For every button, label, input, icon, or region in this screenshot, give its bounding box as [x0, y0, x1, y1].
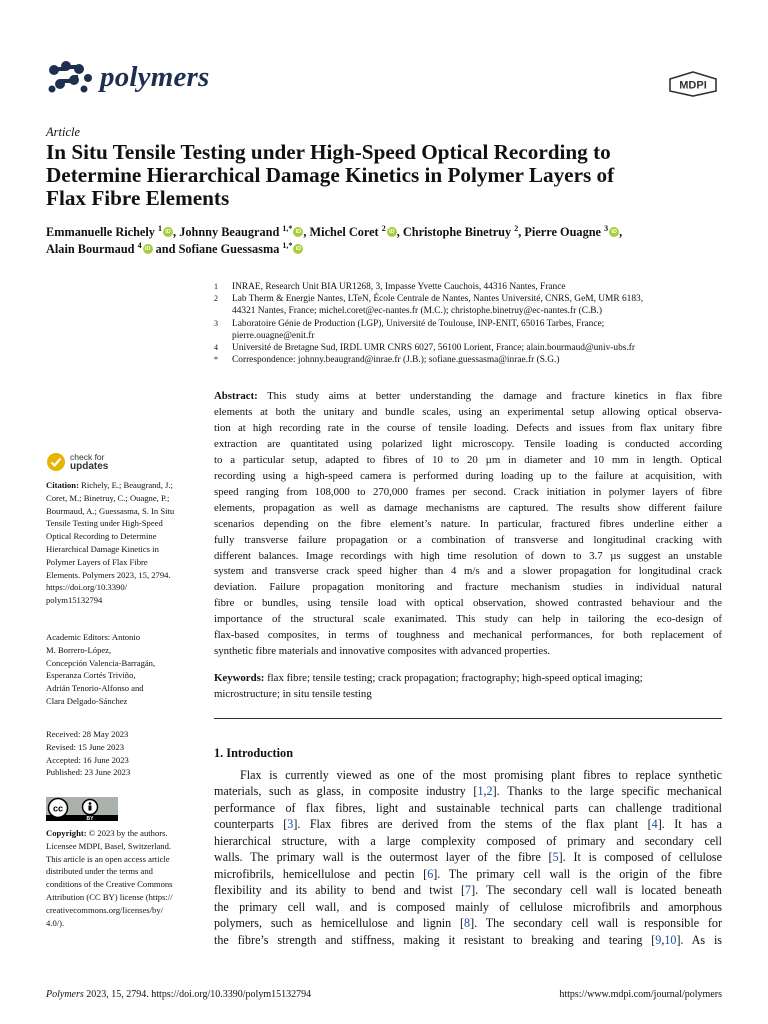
- publication-dates: [46, 728, 204, 779]
- affiliation-text: [232, 342, 734, 354]
- citation-link[interactable]: 3: [287, 817, 294, 832]
- citation-link[interactable]: 10: [664, 932, 677, 947]
- affiliation-item: [214, 342, 734, 354]
- author-name: Sofiane Guessasma: [178, 241, 283, 256]
- author-name: Emmanuelle Richely: [46, 225, 159, 239]
- text-line: extraction are quantitated using polarized light microscopy. Tensile loading is conducted according: [214, 437, 722, 450]
- sidebar-label: Citation:: [46, 480, 79, 490]
- title-line: Determine Hierarchical Damage Kinetics in Polymer Layers of: [46, 163, 615, 187]
- text-line: to a particular setup, adapted to fibres of 10 to 20 µm in diameter and 10 mm in length. Optical: [214, 453, 722, 466]
- citation-block: [46, 479, 204, 607]
- journal-name: polymers: [100, 60, 210, 93]
- citation-link[interactable]: 7: [465, 883, 472, 898]
- sidebar-line: conditions of the Creative Commons: [46, 879, 173, 890]
- check-updates-text: check for updates: [70, 452, 109, 472]
- text-line: recording using a high-speed camera is performed during loading up to the failure at acquisition, with: [214, 469, 722, 482]
- block-label: Keywords:: [214, 672, 265, 684]
- affiliation-number: 1: [214, 282, 218, 291]
- title-line: Flax Fibre Elements: [46, 186, 230, 210]
- author-affiliation-mark: 3: [604, 224, 609, 233]
- polymers-logo-icon: [46, 60, 94, 94]
- citation-link[interactable]: 8: [464, 916, 471, 931]
- sidebar-line: Hierarchical Damage Kinetics in: [46, 543, 159, 554]
- cc-by-license-icon[interactable]: [46, 797, 118, 821]
- sidebar-line: Coret, M.; Binetruy, C.; Ouagne, P.;: [46, 492, 170, 503]
- sidebar-line: Attribution (CC BY) license (https://: [46, 891, 173, 902]
- text-line: Keywords: flax fibre; tensile testing; crack propagation; fractography; high-speed optical imaging;: [214, 672, 643, 684]
- text-line: microstructure; in situ tensile testing: [214, 687, 372, 700]
- section-heading: 1. Introduction: [214, 746, 294, 760]
- text-line: scenarios depending on the fibre element’s nature. In particular, fractured fibres underline either a: [214, 517, 722, 530]
- sidebar-line: Published: 23 June 2023: [46, 767, 131, 778]
- copyright-notice: [46, 827, 204, 929]
- text-line: Flax is currently viewed as one of the most promising plant fibres to replace synthetic: [240, 768, 722, 782]
- citation-link[interactable]: 1: [477, 784, 484, 799]
- affiliation-number: 4: [214, 343, 218, 353]
- author-affiliation-mark: 2: [514, 224, 519, 233]
- citation-link[interactable]: 5: [552, 850, 559, 865]
- sidebar-line: Licensee MDPI, Basel, Switzerland.: [46, 840, 172, 851]
- affiliation-text: [232, 354, 734, 366]
- affiliation-number: 2: [214, 294, 218, 304]
- affiliation-item: [214, 318, 734, 342]
- author-line: [46, 224, 736, 241]
- text-line: system and transverse crack speed higher than 4 m/s and a slower propagation for longitudinal crack: [214, 565, 722, 578]
- author-name: Alain Bourmaud: [46, 241, 138, 256]
- affiliation-text: [232, 293, 734, 317]
- author-list: [46, 224, 736, 257]
- affiliation-line: Laboratoire Génie de Production (LGP), Université de Toulouse, INP-ENIT, 65016 Tarbes, France;: [232, 318, 605, 329]
- text-line: tion at high recording rate in the course of tensile loading. Defects and issues from flax unitary fibre: [214, 421, 722, 434]
- author-affiliation-mark: 1,*: [282, 224, 293, 233]
- affiliation-line: Université de Bretagne Sud, IRDL UMR CNRS 6027, 56100 Lorient, France; alain.bourmaud@univ-ubs.fr: [232, 343, 636, 354]
- text-line: synthetic fibre materials and innovative composites with advanced properties.: [214, 645, 551, 658]
- author-separator: ,: [518, 225, 525, 239]
- sidebar-line: Optical Recording to Determine: [46, 531, 157, 542]
- svg-text:MDPI: MDPI: [679, 79, 707, 92]
- author-separator: ,: [173, 225, 180, 239]
- text-line: deviation. Failure propagation monitoring and fracture mechanism studies in individual natural: [214, 581, 722, 594]
- author-affiliation-mark: 2: [381, 224, 386, 233]
- citation-link[interactable]: 4: [651, 817, 658, 832]
- svg-text:BY: BY: [86, 816, 94, 821]
- affiliation-text: [232, 318, 734, 342]
- check-for-updates-button[interactable]: [46, 452, 108, 472]
- sidebar-line: Clara Delgado-Sánchez: [46, 695, 128, 706]
- citation-link[interactable]: 6: [427, 866, 434, 881]
- keywords: [214, 671, 722, 703]
- citation-link[interactable]: 9: [655, 932, 662, 947]
- sidebar-line: This article is an open access article: [46, 853, 170, 864]
- author-name: Johnny Beaugrand: [179, 225, 283, 239]
- text-line: hierarchical structure, with a large complexity composed of primary and secondary cell: [214, 833, 722, 848]
- text-line: elements at both the unitary and bundle scales, using an experimental setup allowing optical observa-: [214, 405, 722, 418]
- sidebar-line: M. Borrero-López,: [46, 644, 112, 655]
- mdpi-logo-icon: [668, 71, 718, 97]
- text-line: walls. The primary wall is the outermost layer of the fibre [5]. It is composed of cellulose: [214, 850, 722, 865]
- journal-url-link[interactable]: https://www.mdpi.com/journal/polymers: [559, 989, 722, 1000]
- orcid-icon[interactable]: [293, 227, 303, 237]
- sidebar-line: Copyright: © 2023 by the authors.: [46, 828, 168, 838]
- sidebar-line: polym15132794: [46, 595, 103, 606]
- orcid-icon[interactable]: [143, 244, 153, 254]
- block-label: Abstract:: [214, 390, 258, 402]
- sidebar-line: Revised: 15 June 2023: [46, 741, 125, 752]
- sidebar-line: Tensile Testing under High-Speed: [46, 518, 163, 529]
- text-line: flexibility and its ability to bend and twist [7]. The secondary cell wall is located beneath: [214, 883, 722, 898]
- affiliation-item: [214, 293, 734, 317]
- affiliations: [214, 281, 734, 366]
- author-separator: ,: [396, 225, 403, 239]
- text-line: flax-based composites, in terms of toughness and mechanical performances, for both replacement of: [214, 629, 722, 642]
- text-line: microfibrils, hemicellulose and pectin [6]. The primary cell wall is the origin of the fibre: [214, 866, 722, 881]
- sidebar-line: https://doi.org/10.3390/: [46, 582, 128, 593]
- orcid-icon[interactable]: [163, 227, 173, 237]
- introduction-text: [214, 767, 722, 948]
- sidebar-line: distributed under the terms and: [46, 866, 153, 877]
- text-line: importance of the structural scale exanimated. This study can help in tailoring the eco-design of: [214, 613, 722, 626]
- sidebar-line: Received: 28 May 2023: [46, 729, 129, 739]
- article-type: Article: [46, 125, 81, 139]
- sidebar-line: Citation: Richely, E.; Beaugrand, J.;: [46, 480, 173, 490]
- affiliation-item: [214, 281, 734, 293]
- affiliation-item: [214, 354, 734, 366]
- text-line: fibre or bundles, using tensile load with optical observation, showed contrasted behaviour and the: [214, 597, 722, 610]
- sidebar-line: Elements. Polymers 2023, 15, 2794.: [46, 569, 171, 580]
- sidebar-line: Polymer Layers of Flax Fibre: [46, 556, 148, 567]
- sidebar-line: Academic Editors: Antonio: [46, 632, 141, 642]
- footer-citation: Polymers 2023, 15, 2794. https://doi.org/10.3390/polym15132794: [46, 989, 312, 1000]
- section-divider: [214, 718, 722, 719]
- affiliation-number: *: [214, 355, 218, 365]
- author-name: Michel Coret: [309, 225, 382, 239]
- journal-logo: [46, 60, 210, 94]
- orcid-icon[interactable]: [293, 244, 303, 254]
- author-line: [46, 241, 736, 258]
- affiliation-line: pierre.ouagne@enit.fr: [232, 330, 315, 341]
- author-affiliation-mark: 1: [158, 224, 163, 233]
- author-name: Pierre Ouagne: [524, 225, 605, 239]
- svg-text:cc: cc: [52, 803, 64, 814]
- affiliation-number: 3: [214, 318, 218, 328]
- affiliation-line: 44321 Nantes, France; michel.coret@ec-nantes.fr (M.C.); christophe.binetruy@ec-nantes.fr (C.B.): [232, 306, 603, 317]
- sidebar-line: Accepted: 16 June 2023: [46, 754, 129, 765]
- author-affiliation-mark: 1,*: [282, 240, 293, 250]
- text-line: fully transverse failure propagation or a combination of transverse and longitudinal cracking with: [214, 533, 722, 546]
- sidebar-line: Concepción Valencia-Barragán,: [46, 657, 156, 668]
- text-line: different balances. Image recordings with high time resolution of down to 3.7 µs suggest an unstable: [214, 549, 722, 562]
- text-line: elements, propagation as well as damage mechanisms are captured. The results show different failure: [214, 501, 722, 514]
- text-line: speed ranging from 108,000 to 270,000 frames per second. Crack initiation in polymer layers of fibre: [214, 485, 722, 498]
- text-line: performance of flax fibres, light and sustainable technical parts can challenge traditional: [214, 800, 722, 815]
- author-separator: ,: [619, 225, 623, 239]
- abstract: [214, 389, 722, 660]
- affiliation-text: [232, 281, 734, 293]
- orcid-icon[interactable]: [387, 227, 397, 237]
- affiliation-line: Correspondence: johnny.beaugrand@inrae.fr (J.B.); sofiane.guessasma@inrae.fr (S.G.): [232, 355, 560, 366]
- title-line: In Situ Tensile Testing under High-Speed Optical Recording to: [46, 140, 611, 164]
- orcid-icon[interactable]: [609, 227, 619, 237]
- check-updates-icon: [46, 452, 66, 472]
- author-separator: and: [152, 241, 179, 256]
- sidebar-line: Bourmaud, A.; Guessasma, S. In Situ: [46, 505, 175, 516]
- text-line: polymers, such as hemicellulose and lignin [8]. The secondary cell wall is responsible for: [214, 916, 722, 931]
- text-line: the primary cell wall, and is composed mainly of cellulose microfibrils and amorphous: [214, 899, 722, 914]
- text-line: the fibre’s strength and stiffness, making it resistant to breaking and tearing [9,10]. As is: [214, 932, 723, 947]
- author-affiliation-mark: 4: [137, 240, 142, 250]
- text-line: Abstract: This study aims at better understanding the damage and fracture kinetics in flax fibre: [214, 390, 722, 402]
- citation-link[interactable]: 2: [486, 784, 493, 799]
- sidebar-line: Esperanza Cortés Triviño,: [46, 670, 136, 681]
- sidebar-label: Copyright:: [46, 828, 87, 838]
- author-name: Christophe Binetruy: [402, 225, 515, 239]
- sidebar-line: creativecommons.org/licenses/by/: [46, 904, 164, 915]
- text-line: counterparts [3]. Flax fibres are derived from the stems of the flax plant [4]. It has a: [214, 817, 722, 832]
- author-separator: ,: [303, 225, 310, 239]
- sidebar-line: Adrián Tenorio-Alfonso and: [46, 683, 144, 694]
- affiliation-line: INRAE, Research Unit BIA UR1268, 3, Impasse Yvette Cauchois, 44316 Nantes, France: [232, 282, 566, 292]
- text-line: materials, such as glass, in composite industry [1,2]. Thanks to the large specific mechanical: [214, 784, 723, 799]
- sidebar-line: 4.0/).: [46, 917, 65, 928]
- affiliation-line: Lab Therm & Energie Nantes, LTeN, École Centrale de Nantes, Nantes Université, CNRS, GeM, UMR 6183,: [232, 294, 644, 305]
- article-title: [46, 141, 736, 210]
- academic-editors: [46, 631, 204, 708]
